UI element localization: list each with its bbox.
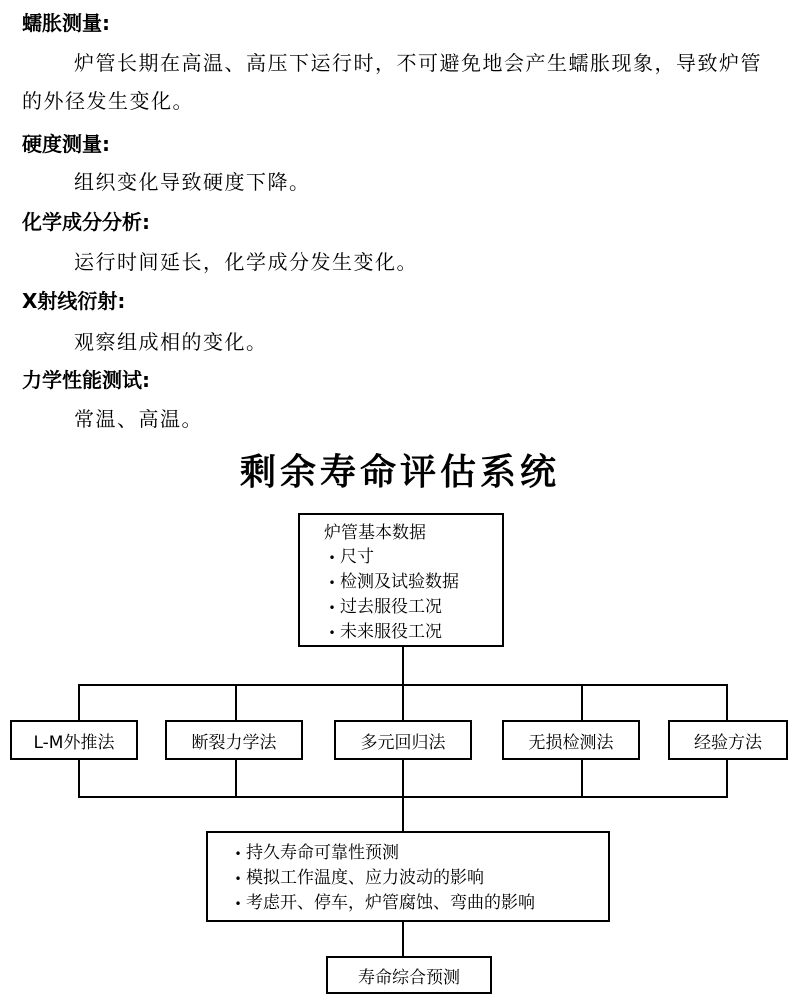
section-text-xray: 观察组成相的变化。 bbox=[74, 330, 268, 354]
section-title-creep: 蠕胀测量: bbox=[22, 11, 110, 35]
box-basic-data-heading: 炉管基本数据 bbox=[324, 523, 426, 543]
section-title-chemical: 化学成分分析: bbox=[22, 210, 150, 234]
connector-drop-1 bbox=[78, 684, 80, 722]
connector-rise-2 bbox=[235, 758, 237, 798]
section-title-hardness: 硬度测量: bbox=[22, 132, 110, 156]
section-text-mechanical: 常温、高温。 bbox=[74, 407, 203, 431]
connector-rise-1 bbox=[78, 758, 80, 798]
connector-rise-5 bbox=[726, 758, 728, 798]
section-text-creep: 炉管长期在高温、高压下运行时，不可避免地会产生蠕胀现象，导致炉管的外径发生变化。 bbox=[22, 51, 762, 113]
method-box-ndt: 无损检测法 bbox=[502, 720, 640, 760]
basic-data-list bbox=[324, 545, 502, 645]
list-item: • 模拟工作温度、应力波动的影响 bbox=[230, 866, 608, 891]
connector-drop-4 bbox=[581, 684, 583, 722]
section-text-chemical: 运行时间延长，化学成分发生变化。 bbox=[74, 250, 418, 274]
bullet-icon: • bbox=[328, 576, 336, 590]
method-box-empirical: 经验方法 bbox=[668, 720, 788, 760]
section-text-hardness: 组织变化导致硬度下降。 bbox=[74, 170, 311, 194]
bullet-icon: • bbox=[234, 897, 242, 911]
connector-drop-5 bbox=[726, 684, 728, 722]
bullet-icon: • bbox=[328, 551, 336, 565]
method-box-lm: L-M外推法 bbox=[10, 720, 138, 760]
list-item: • 过去服役工况 bbox=[324, 595, 502, 620]
bullet-icon: • bbox=[234, 872, 242, 886]
connector-drop-2 bbox=[235, 684, 237, 722]
list-item: • 未来服役工况 bbox=[324, 620, 502, 645]
bullet-icon: • bbox=[234, 847, 242, 861]
connector-rise-4 bbox=[581, 758, 583, 798]
connector-final-down bbox=[402, 920, 404, 958]
section-title-mechanical: 力学性能测试: bbox=[22, 368, 150, 392]
box-basic-data bbox=[298, 513, 504, 647]
connector-drop-3 bbox=[402, 684, 404, 722]
bullet-icon: • bbox=[328, 601, 336, 615]
connector-bottom-down bbox=[402, 796, 404, 833]
prediction-list bbox=[230, 841, 608, 916]
section-title-xray: X射线衍射: bbox=[22, 289, 126, 313]
list-item: • 持久寿命可靠性预测 bbox=[230, 841, 608, 866]
bullet-icon: • bbox=[328, 626, 336, 640]
list-item: • 尺寸 bbox=[324, 545, 502, 570]
diagram-title: 剩余寿命评估系统 bbox=[239, 451, 560, 493]
method-box-fracture: 断裂力学法 bbox=[165, 720, 303, 760]
box-prediction bbox=[206, 831, 610, 922]
list-item: • 考虑开、停车，炉管腐蚀、弯曲的影响 bbox=[230, 891, 608, 916]
list-item: • 检测及试验数据 bbox=[324, 570, 502, 595]
method-box-regression: 多元回归法 bbox=[334, 720, 472, 760]
box-final-prediction: 寿命综合预测 bbox=[326, 956, 492, 994]
connector-top-down bbox=[402, 645, 404, 685]
connector-rise-3 bbox=[402, 758, 404, 798]
